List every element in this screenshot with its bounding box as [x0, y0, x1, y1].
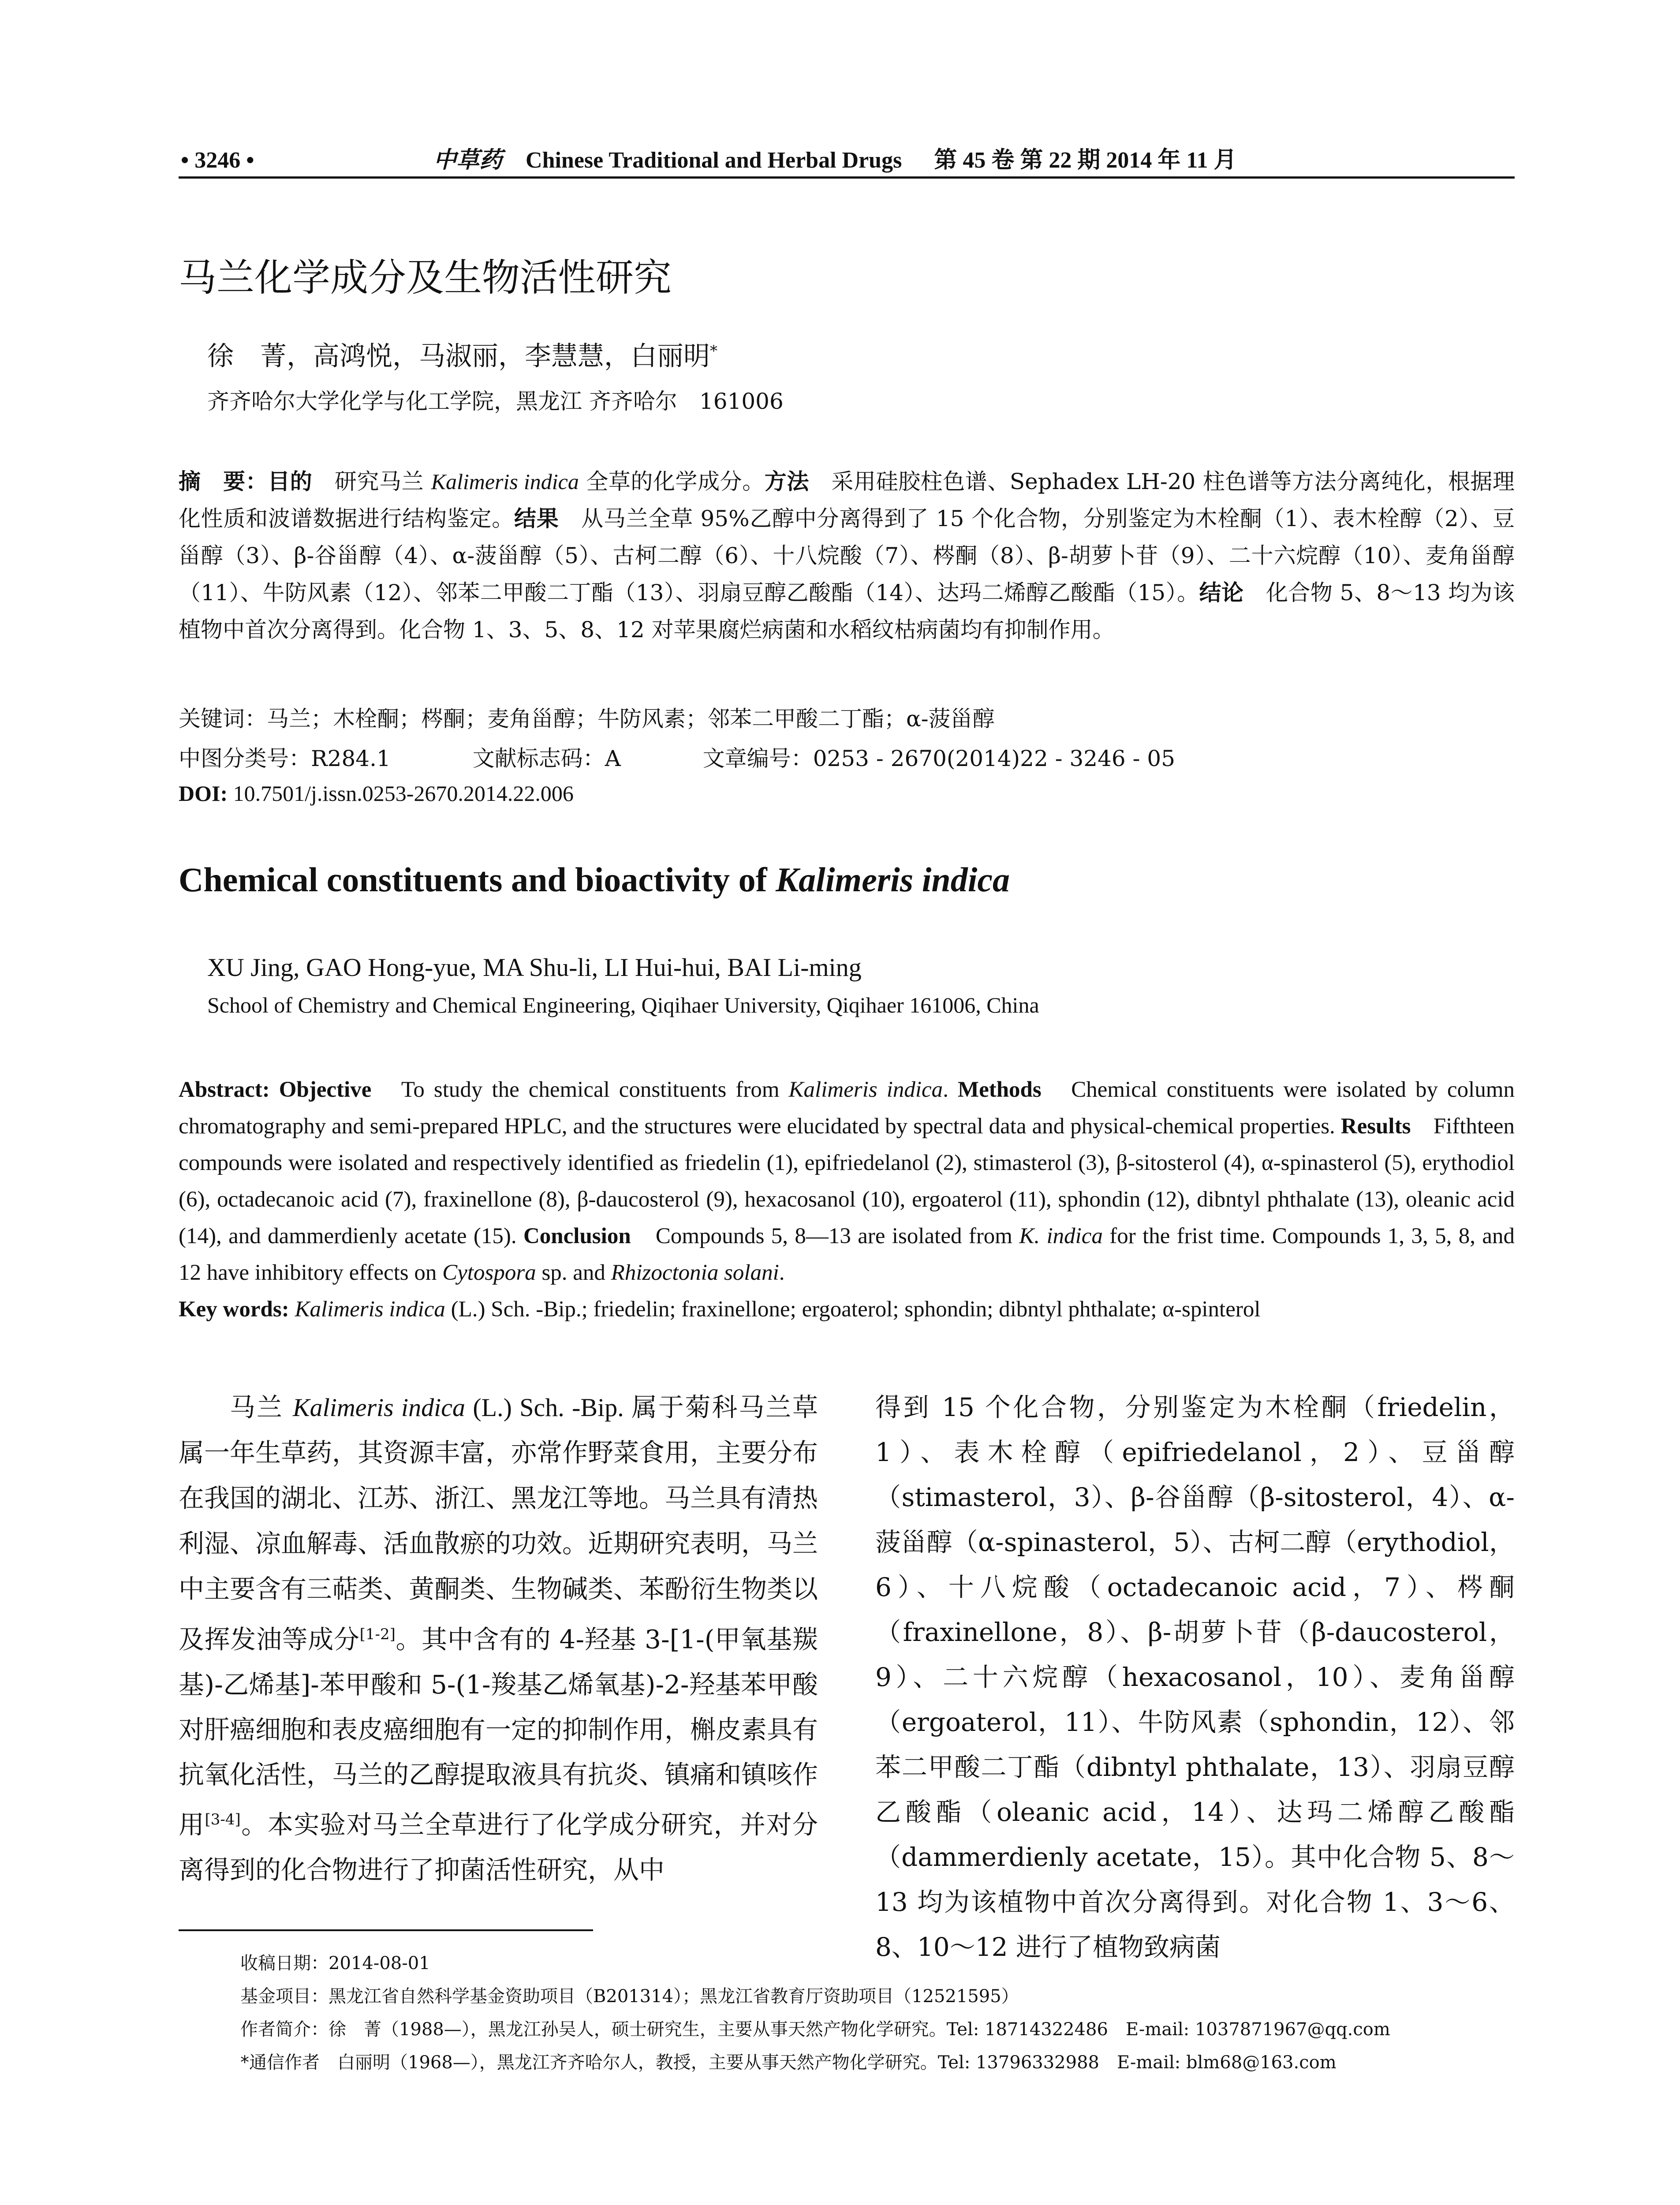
en-conclusion-text-4: . [779, 1260, 785, 1285]
article-number-value: 0253 - 2670(2014)22 - 3246 - 05 [813, 746, 1176, 771]
doi-link[interactable]: 10.7501/j.issn.0253-2670.2014.22.006 [228, 781, 574, 806]
citation[interactable]: [3-4] [205, 1811, 241, 1829]
en-objective-end: . [943, 1077, 958, 1102]
chinese-abstract [179, 463, 1515, 648]
received-label: 收稿日期： [240, 1953, 329, 1973]
author-text: 徐 菁（1988—），黑龙江孙吴人，硕士研究生，主要从事天然产物化学研究。Tel: 18714322486 E-mail: 1037871967@qq.com [329, 2019, 1390, 2040]
footnote-author [240, 2015, 1390, 2041]
en-conclusion-text-3: sp. and [536, 1260, 611, 1285]
en-results-label: Results [1340, 1114, 1411, 1139]
classification-line [179, 741, 1175, 773]
methods-label: 方法 [764, 469, 809, 494]
en-conclusion-text: Compounds 5, 8—13 are isolated from [631, 1224, 1019, 1248]
results-label: 结果 [514, 506, 559, 531]
footnote-received [240, 1949, 430, 1974]
keywords-label: 关键词： [179, 706, 267, 732]
abstract-objective-label: Abstract: Objective [179, 1077, 372, 1102]
body-right-column: 得到 15 个化合物，分别鉴定为木栓酮（friedelin，1）、表木栓醇（epifriedelanol，2）、豆甾醇（stimasterol，3）、β-谷甾醇（β-sitosterol，4）、α-菠甾醇（α-spinasterol，5）、古柯二醇（erythodiol，6）、十八烷酸（octadecanoic acid，7）、梣酮（fraxinellone，8）、β-胡萝卜苷（β-daucosterol，9）、二十六烷醇（hexacosanol，10）、麦角甾醇（ergoaterol，11）、牛防风素（sphondin，12）、邻苯二甲酸二丁酯（dibntyl phthalate，13）、羽扇豆醇乙酸酯（oleanic acid，14）、达玛二烯醇乙酸酯（dammerdienly acetate，15）。其中化合物 5、8～13 均为该植物中首次分离得到。对化合物 1、3～6、8、10～12 进行了植物致病菌 [875, 1392, 1515, 1962]
english-affiliation: School of Chemistry and Chemical Engineering, Qiqihaer University, Qiqihaer 161006, China [207, 993, 1039, 1017]
article-number-label: 文章编号： [702, 746, 813, 771]
en-conclusion-label: Conclusion [523, 1224, 631, 1248]
journal-brand: 中草药 [433, 146, 503, 173]
methods-text: 采用硅胶柱色谱、Sephadex LH-20 柱色谱等方法分离纯化，根据理化性质和波谱数据进行结构鉴定。 [179, 469, 1515, 531]
header-rule [179, 176, 1515, 179]
doc-code-value: A [605, 746, 621, 771]
footnote-rule [179, 1929, 593, 1931]
fund-text: 黑龙江省自然科学基金资助项目（B201314）；黑龙江省教育厅资助项目（12521595） [329, 1986, 1019, 2007]
body-text-2: (L.) Sch. -Bip. 属于菊科马兰草属一年生草药，其资源丰富，亦常作野菜食用，主要分布在我国的湖北、江苏、浙江、黑龙江等地。马兰具有清热利湿、凉血解毒、活血散瘀的功效。近期研究表明，马兰中主要含有三萜类、黄酮类、生物碱类、苯酚衍生物类以及挥发油等成分 [179, 1393, 818, 1654]
corresponding-text: 白丽明（1968—），黑龙江齐齐哈尔人，教授，主要从事天然产物化学研究。Tel: 13796332988 E-mail: blm68@163.com [337, 2052, 1337, 2073]
english-abstract [179, 1072, 1515, 1328]
journal-issue: 第 45 卷 第 22 期 2014 年 11 月 [934, 148, 1237, 173]
fund-label: 基金项目： [240, 1986, 329, 2007]
chinese-author-names: 徐 菁，高鸿悦，马淑丽，李慧慧，白丽明 [207, 341, 710, 372]
body-latin-name: Kalimeris indica [292, 1393, 466, 1422]
en-objective-text: To study the chemical constituents from [371, 1077, 789, 1102]
keywords-text: 马兰；木栓酮；梣酮；麦角甾醇；牛防风素；邻苯二甲酸二丁酯；α-菠甾醇 [267, 706, 995, 732]
citation[interactable]: [1-2] [359, 1626, 396, 1643]
objective-text: 研究马兰 [312, 469, 431, 494]
en-conclusion-latin-2: Cytospora [442, 1260, 536, 1285]
clc-label: 中图分类号： [179, 746, 311, 771]
chinese-keywords [179, 701, 995, 733]
doi-line [179, 781, 574, 806]
clc-value: R284.1 [311, 746, 391, 771]
footnote-corresponding [240, 2048, 1337, 2074]
received-date: 2014-08-01 [329, 1953, 430, 1973]
doc-code-label: 文献标志码： [472, 746, 605, 771]
en-keywords-text: (L.) Sch. -Bip.; friedelin; fraxinellone; ergoaterol; sphondin; dibntyl phthalate; α-spinterol [445, 1297, 1261, 1322]
corresponding-mark: * [710, 342, 717, 360]
english-title [179, 860, 1010, 900]
chinese-affiliation: 齐齐哈尔大学化学与化工学院，黑龙江 齐齐哈尔 161006 [207, 389, 784, 414]
english-authors: XU Jing, GAO Hong-yue, MA Shu-li, LI Hui-hui, BAI Li-ming [207, 953, 862, 982]
en-results-text: Fifthteen compounds were isolated and respectively identified as friedelin (1), epifriedelanol (2), stimasterol (3), β-sitosterol (4), α-spinasterol (5), erythodiol (6), octadecanoic acid (7), fraxinellone (8), β-daucosterol (9), hexacosanol (10), ergoaterol (11), sphondin (12), dibntyl phthalate (13), oleanic acid (14), and dammerdienly acetate (15). [179, 1114, 1515, 1248]
en-conclusion-latin-3: Rhizoctonia solani [611, 1260, 779, 1285]
corresponding-label: *通信作者 [240, 2052, 337, 2073]
doi-label: DOI: [179, 781, 228, 806]
body-text-3: 。其中含有的 4-羟基 3-[1-(甲氧基羰基)-乙烯基]-苯甲酸和 5-(1-羧基乙烯氧基)-2-羟基苯甲酸对肝癌细胞和表皮癌细胞有一定的抑制作用，槲皮素具有抗氧化活性，马兰的乙醇提取液具有抗炎、镇痛和镇咳作用 [179, 1624, 818, 1840]
objective-label: 目的 [268, 469, 313, 494]
running-header [181, 141, 1515, 174]
objective-text-end: 全草的化学成分。 [579, 469, 765, 494]
chinese-authors [207, 335, 717, 373]
chinese-title: 马兰化学成分及生物活性研究 [179, 256, 672, 300]
abstract-label: 摘 要： [179, 469, 268, 494]
en-keywords-label: Key words: [179, 1297, 289, 1322]
en-keywords-latin: Kalimeris indica [295, 1297, 445, 1322]
en-conclusion-latin: K. indica [1019, 1224, 1103, 1248]
en-latin-name: Kalimeris indica [788, 1077, 943, 1102]
english-title-latin: Kalimeris indica [776, 860, 1010, 899]
conclusion-label: 结论 [1199, 580, 1244, 605]
body-left-column [179, 1385, 818, 1892]
page-number: • 3246 • [181, 148, 254, 173]
en-methods-text: Chemical constituents were isolated by column chromatography and semi-prepared HPLC, and the structures were elucidated by spectral data and physical-chemical properties. [179, 1077, 1515, 1139]
en-methods-label: Methods [957, 1077, 1042, 1102]
english-title-text: Chemical constituents and bioactivity of [179, 860, 776, 899]
latin-name: Kalimeris indica [431, 469, 579, 494]
author-label: 作者简介： [240, 2019, 329, 2040]
body-text: 马兰 [230, 1392, 293, 1422]
body-text-4: 。本实验对马兰全草进行了化学成分研究，并对分离得到的化合物进行了抑菌活性研究，从中 [179, 1809, 818, 1885]
results-text: 从马兰全草 95%乙醇中分离得到了 15 个化合物，分别鉴定为木栓酮（1）、表木栓醇（2）、豆甾醇（3）、β-谷甾醇（4）、α-菠甾醇（5）、古柯二醇（6）、十八烷酸（7）、梣酮（8）、β-胡萝卜苷（9）、二十六烷醇（10）、麦角甾醇（11）、牛防风素（12）、邻苯二甲酸二丁酯（13）、羽扇豆醇乙酸酯（14）、达玛二烯醇乙酸酯（15）。 [179, 506, 1515, 605]
en-conclusion-text-2: for the frist time. Compounds 1, 3, 5, 8, and 12 have inhibitory effects on [179, 1224, 1515, 1285]
footnote-fund [240, 1982, 1019, 2007]
journal-name: Chinese Traditional and Herbal Drugs [526, 148, 902, 173]
conclusion-text: 化合物 5、8～13 均为该植物中首次分离得到。化合物 1、3、5、8、12 对苹果腐烂病菌和水稻纹枯病菌均有抑制作用。 [179, 580, 1515, 643]
